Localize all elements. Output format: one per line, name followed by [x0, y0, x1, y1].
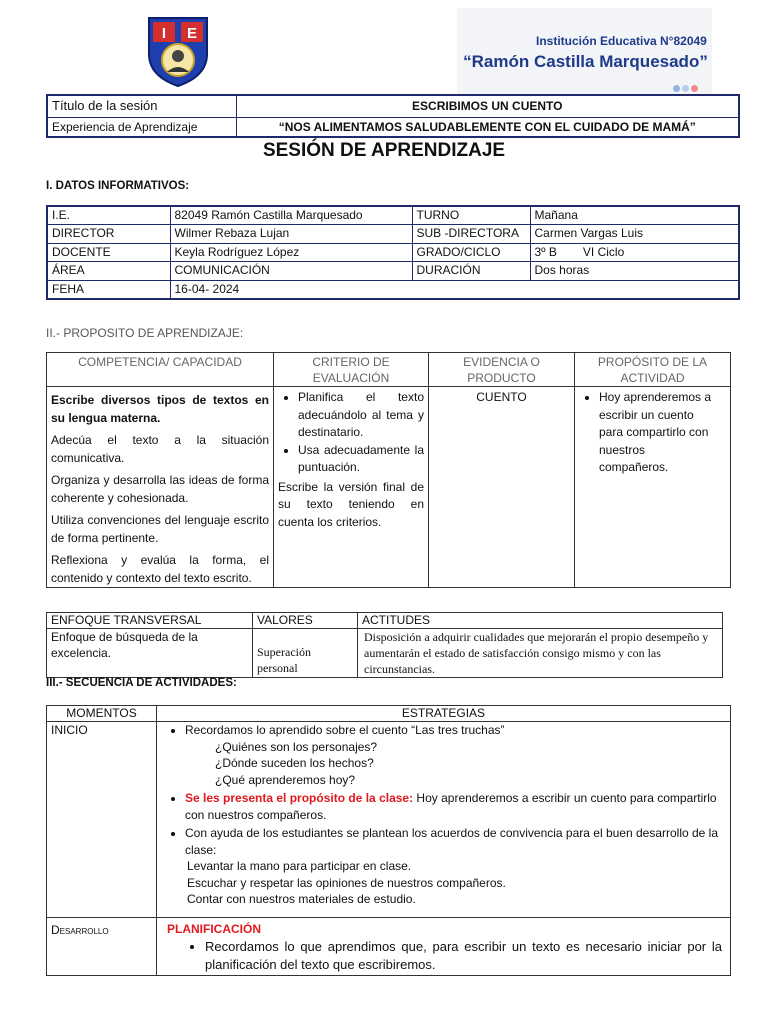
session-title-label: Título de la sesión: [47, 95, 236, 117]
actividades-table: [46, 705, 731, 976]
col-competencia: COMPETENCIA/ CAPACIDAD: [47, 353, 274, 387]
inicio-question-1: ¿Quiénes son los personajes?: [215, 739, 378, 754]
competencia-cell: [47, 387, 274, 588]
grado-label: GRADO/CICLO: [412, 243, 530, 262]
proposito-actividad: • Hoy aprenderemos a escribir un cuento para compartirlo con nuestros compañeros.: [599, 389, 714, 477]
session-title-value: ESCRIBIMOS UN CUENTO: [236, 95, 739, 117]
inicio-question-3: ¿Qué aprenderemos hoy?: [215, 772, 356, 787]
dot-2: [682, 85, 689, 92]
table-row: [47, 722, 731, 918]
col-criterio: CRITERIO DE EVALUACIÓN: [274, 353, 429, 387]
subdir-value: Carmen Vargas Luis: [530, 225, 739, 244]
evidencia-cell: CUENTO: [429, 387, 575, 588]
criterio-1: • Planifica el texto adecuándolo al tema y destinatario.: [298, 389, 424, 442]
session-title-table: [46, 94, 740, 138]
inicio-bullet-3: • Con ayuda de los estudiantes se plantean los acuerdos de convivencia para el buen desarrollo de la clase:: [185, 825, 726, 858]
desarrollo-label: Desarrollo: [47, 918, 157, 976]
enfoque-value: Enfoque de búsqueda de la excelencia.: [47, 629, 253, 678]
logo-letter-i: I: [161, 25, 167, 42]
planificacion-heading: PLANIFICACIÓN: [167, 922, 261, 936]
director-value: Wilmer Rebaza Lujan: [170, 225, 412, 244]
turno-label: TURNO: [412, 206, 530, 225]
fecha-value: 16-04- 2024: [170, 280, 739, 299]
proposito-table: [46, 352, 731, 588]
competencia-text: Escribe diversos tipos de textos en su lengua materna.: [51, 393, 269, 425]
col-valores: VALORES: [253, 613, 358, 629]
inicio-bullet-2: [185, 790, 726, 823]
valor-value: Superación personal: [253, 629, 358, 678]
col-enfoque: ENFOQUE TRANSVERSAL: [47, 613, 253, 629]
actitud-value: Disposición a adquirir cualidades que mejorarán el propio desempeño y aumentarán el estado de satisfacción consigo mismo y con las circunstancias.: [358, 629, 723, 678]
table-row: [47, 225, 739, 244]
desarrollo-cell: [157, 918, 731, 976]
institution-name: “Ramón Castilla Marquesado”: [463, 52, 708, 71]
institution-number: Institución Educativa N°82049: [536, 34, 707, 48]
ie-label: I.E.: [47, 206, 170, 225]
duracion-value: Dos horas: [530, 262, 739, 281]
datos-table: [46, 205, 740, 300]
experience-label: Experiencia de Aprendizaje: [47, 117, 236, 137]
acuerdo-2: Escuchar y respetar las opiniones de nuestros compañeros.: [187, 875, 506, 890]
docente-label: DOCENTE: [47, 243, 170, 262]
table-row: [47, 206, 739, 225]
fecha-label: FEHA: [47, 280, 170, 299]
ie-value: 82049 Ramón Castilla Marquesado: [170, 206, 412, 225]
inicio-question-2: ¿Dónde suceden los hechos?: [215, 756, 374, 770]
capacidad-3: Utiliza convenciones del lenguaje escrito de forma pertinente.: [51, 513, 269, 545]
proposito-label: Se les presenta el propósito de la clase:: [185, 791, 414, 805]
col-actitudes: ACTITUDES: [358, 613, 723, 629]
area-value: COMUNICACIÓN: [170, 262, 412, 281]
table-header-row: [47, 613, 723, 629]
turno-value: Mañana: [530, 206, 739, 225]
acuerdo-1: Levantar la mano para participar en clase.: [187, 859, 412, 873]
subdir-label: SUB -DIRECTORA: [412, 225, 530, 244]
director-label: DIRECTOR: [47, 225, 170, 244]
col-momentos: MOMENTOS: [47, 706, 157, 722]
table-row: [47, 387, 731, 588]
table-row: [47, 262, 739, 281]
area-label: ÁREA: [47, 262, 170, 281]
criterio-2: • Usa adecuadamente la puntuación.: [298, 442, 424, 477]
dot-1: [673, 85, 680, 92]
capacidad-2: Organiza y desarrolla las ideas de forma coherente y cohesionada.: [51, 473, 269, 505]
table-row: [47, 280, 739, 299]
criterio-cell: [274, 387, 429, 588]
table-row: [47, 629, 723, 678]
proposito-heading: II.- PROPOSITO DE APRENDIZAJE:: [46, 326, 244, 340]
col-proposito: PROPÓSITO DE LA ACTIVIDAD: [575, 353, 731, 387]
inicio-bullet-1: • Recordamos lo aprendido sobre el cuento “Las tres truchas”: [185, 722, 726, 739]
grado-value: 3º B: [534, 244, 557, 259]
inicio-label: INICIO: [47, 722, 157, 918]
school-shield-logo: [145, 14, 211, 88]
table-row: [47, 918, 731, 976]
capacidad-1: Adecúa el texto a la situación comunicativa.: [51, 433, 269, 465]
acuerdo-3: Contar con nuestros materiales de estudio.: [187, 892, 416, 906]
proposito-cell: [575, 387, 731, 588]
duracion-label: DURACIÓN: [412, 262, 530, 281]
capacidad-4: Reflexiona y evalúa la forma, el contenido y contexto del texto escrito.: [51, 553, 269, 585]
col-estrategias: ESTRATEGIAS: [157, 706, 731, 722]
inicio-cell: [157, 722, 731, 918]
dot-3: [691, 85, 698, 92]
table-header-row: [47, 706, 731, 722]
datos-heading: I. DATOS INFORMATIVOS:: [46, 180, 190, 192]
logo-letter-e: E: [186, 25, 198, 42]
actividades-heading: III.- SECUENCIA DE ACTIVIDADES:: [46, 677, 237, 689]
grado-cell: [530, 243, 739, 262]
proposito-text: Hoy aprenderemos a escribir un cuento para compartirlo con nuestros compañeros.: [185, 791, 717, 822]
table-header-row: [47, 353, 731, 387]
desarrollo-bullet: • Recordamos lo que aprendimos que, para escribir un texto es necesario iniciar por la planificación del texto que escribiremos.: [205, 938, 722, 974]
experience-value: “NOS ALIMENTAMOS SALUDABLEMENTE CON EL CUIDADO DE MAMÁ”: [236, 117, 739, 137]
ciclo-value: VI Ciclo: [582, 244, 625, 259]
criterio-extra: Escribe la versión final de su texto teniendo en cuenta los criterios.: [278, 479, 424, 529]
table-row: [47, 243, 739, 262]
page-title: SESIÓN DE APRENDIZAJE: [262, 140, 506, 161]
enfoque-table: [46, 612, 723, 678]
col-evidencia: EVIDENCIA O PRODUCTO: [429, 353, 575, 387]
docente-value: Keyla Rodríguez López: [170, 243, 412, 262]
